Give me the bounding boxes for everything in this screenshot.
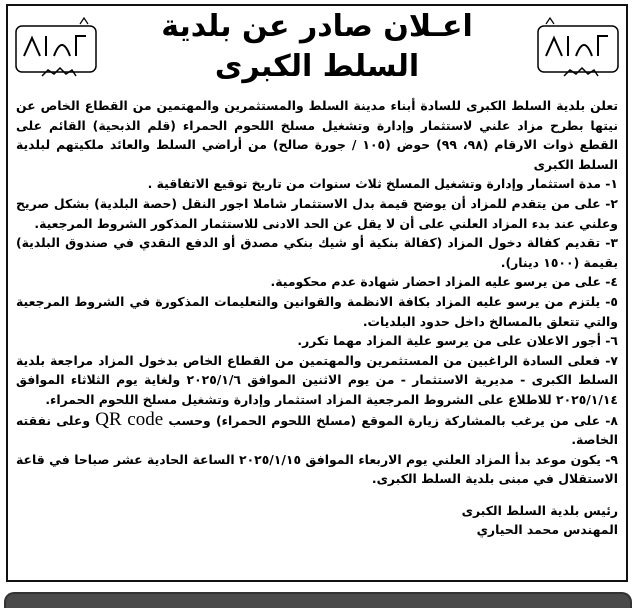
qr-code-label: QR code <box>95 408 164 430</box>
notice-body <box>16 96 618 540</box>
notice-item-6: ٦- أجور الاعلان على من يرسو علية المزاد مهما تكرر. <box>297 333 618 349</box>
notice-item-1: ١- مدة استثمار وإدارة وتشغيل المسلخ ثلاث سنوات من تاريخ توقيع الاتفاقية . <box>147 176 618 192</box>
notice-item-7: ٧- فعلى السادة الراغبين من المستثمرين والمهتمين من القطاع الخاص بدخول المزاد مراجعة بلدية السلط الكبرى - مديرية الاستثمار - من يوم الاثنين الموافق ٢٠٢٥/١/٦ ولغاية يوم الثلاثاء الموافق ٢٠٢٥/١/١٤ للاطلاع على الشروط المرجعية المزاد استثمار وإدارة وتشغيل مسلخ اللحوم الحمراء. <box>16 352 618 407</box>
notice-item-2: ٢- على من يتقدم للمزاد أن يوضح قيمة بدل الاستثمار شاملا اجور النقل (حصة البلدية) بشكل صريح وعلني عند بدء المزاد العلني على أن لا يقل عن الحد الادنى للاستثمار المذكور الشروط المرجعية. <box>16 195 618 231</box>
notice-item-8-tail: وعلى نفقته الخاصة. <box>16 412 618 448</box>
notice-item-8-text: ٨- على من يرغب بالمشاركة زيارة الموقع (مسلخ اللحوم الحمراء) وحسب <box>168 412 618 428</box>
notice-title: اعـلان صادر عن بلدية <box>161 9 473 44</box>
municipality-name: السلط الكبرى <box>214 49 420 84</box>
notice-intro: تعلن بلدية السلط الكبرى للسادة أبناء مدينة السلط والمستثمرين والمهتمين من القطاع الخاص عن نيتها بطرح مزاد علني لاستثمار وإدارة وتشغيل مسلخ اللحوم الحمراء (قلم الذبحية) القائم على القطع ذوات الارقام (٩٨، ٩٩) حوض (١٠٥ / جورة صالح) من أراضي السلط والعائد ملكيتهم لبلدية السلط الكبرى <box>16 98 618 172</box>
notice-header <box>8 6 626 94</box>
signature-title: رئيس بلدية السلط الكبرى <box>461 502 618 518</box>
notice-item-9: ٩- يكون موعد بدأ المزاد العلني يوم الاربعاء الموافق ٢٠٢٥/١/١٥ الساعة الحادية عشر صباحا في قاعة الاستقلال في مبنى بلدية السلط الكبرى. <box>16 451 618 487</box>
public-notice <box>6 4 628 582</box>
notice-item-8 <box>16 410 618 450</box>
signature-name: المهندس محمد الحياري <box>476 522 618 538</box>
notice-item-4: ٤- على من يرسو عليه المزاد احضار شهادة عدم محكومية. <box>270 274 618 290</box>
next-ad-border <box>4 592 632 608</box>
notice-item-3: ٣- تقديم كفالة دخول المزاد (كفالة بنكية أو شيك بنكي مصدق أو الدفع النقدي في صندوق البلدية) بقيمة (١٥٠٠ دينار). <box>16 235 618 270</box>
municipality-logo-left <box>14 16 98 88</box>
notice-item-5: ٥- يلتزم من يرسو عليه المزاد بكافة الانظمة والقوانين والتعليمات المذكورة في الشروط المرجعية والتي تتعلق بالمسالخ داخل حدود البلديات. <box>16 293 618 329</box>
municipality-logo-right <box>536 16 620 88</box>
